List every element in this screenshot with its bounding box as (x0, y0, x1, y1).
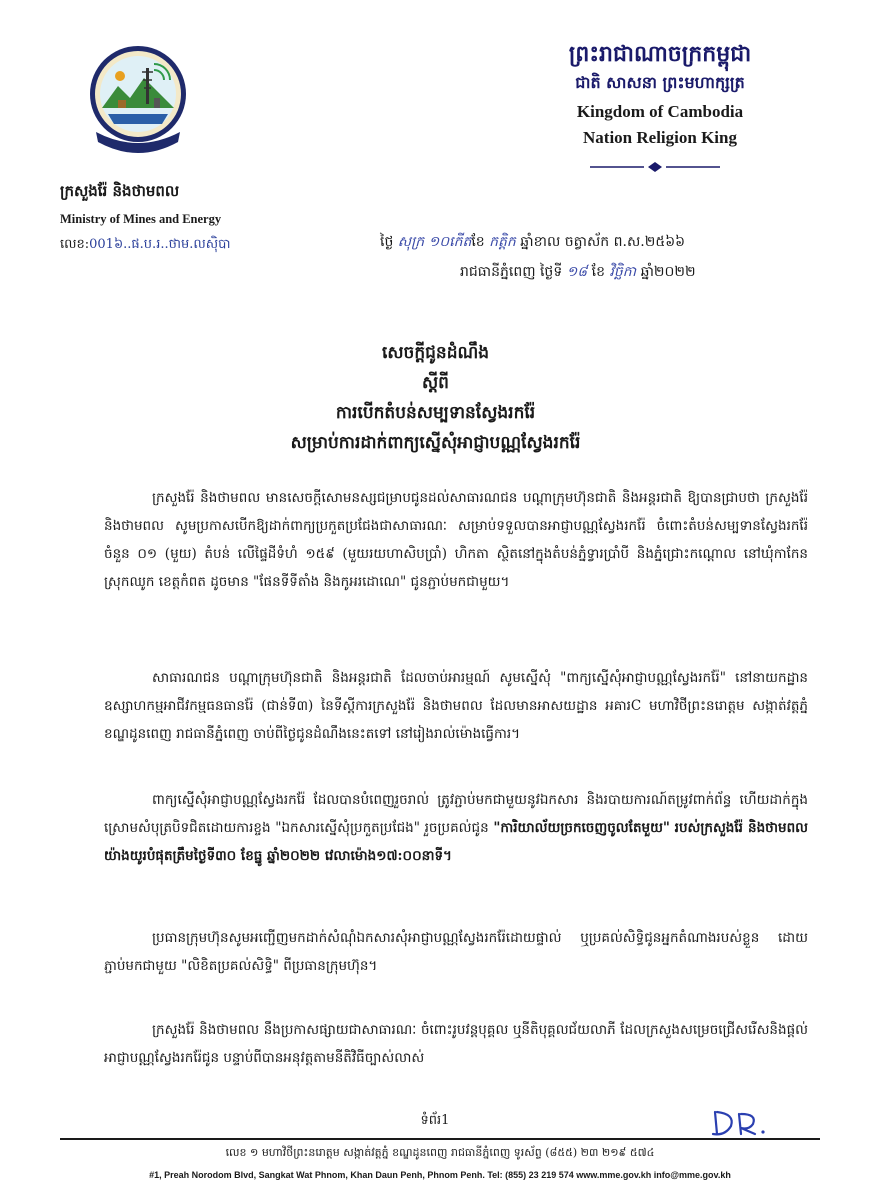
paragraph-1-text: ក្រសួងរ៉ែ និងថាមពល មានសេចក្តីសោមនស្សជម្រាបជូនដល់សាធារណជន បណ្តាក្រុមហ៊ុនជាតិ និងអន្តរជាតិ ឱ្យបានជ្រាបថា ក្រសួងរ៉ែ និងថាមពល សូមប្រកាសបើកឱ្យដាក់ពាក្យប្រកួតប្រជែងជាសាធារណៈ សម្រាប់ទទួលបានអាជ្ញាបណ្ណស្វែងរករ៉ែ ចំពោះតំបន់សម្បទានស្វែងរករ៉ែចំនួន ០១ (មួយ) តំបន់ លើផ្ទៃដីទំហំ ១៥៩ (មួយរយហាសិបប្រាំ) ហិកតា ស្ថិតនៅក្នុងតំបន់ភ្នំទ្វារប្រាំបី និងភ្នំជ្រោះកណ្តោល នៅឃុំកាកែន ស្រុកឈូក ខេត្តកំពត ដូចមាន "ផែនទីទីតាំង និងកូអរដោណេ" ជូនភ្ជាប់មកជាមួយ។ (104, 490, 808, 590)
body-paragraph-5 (104, 1016, 808, 1072)
body-paragraph-2 (104, 664, 808, 748)
reference-label: លេខ: (60, 237, 90, 252)
page-number: ទំព័រ1 (420, 1113, 450, 1128)
solar-date-month: វិច្ឆិកា (609, 264, 637, 280)
paragraph-3-deadline: របស់ក្រសួងរ៉ែ និងថាមពល យ៉ាងយូរបំផុតត្រឹមថ្ងៃទី៣០ ខែធ្នូ ឆ្នាំ២០២២ វេលាម៉ោង១៧:០០នាទី។ (104, 820, 809, 864)
solar-date-month-label: ខែ (591, 264, 605, 280)
footer-address-khmer: លេខ ១ មហាវិថីព្រះនរោត្តម សង្កាត់វត្តភ្នំ ខណ្ឌដូនពេញ រាជធានីភ្នំពេញ ទូរស័ព្ទ (៨៥៥) ២៣ ២១៩ ៥៧៤ (225, 1146, 655, 1159)
ministry-logo-icon (88, 42, 188, 168)
solar-date-day: ១៨ (566, 264, 588, 280)
footer-address-english: #1, Preah Norodom Blvd, Sangkat Wat Phnom, Khan Daun Penh, Phnom Penh. Tel: (855) 23 219 574 www.mme.gov.kh info@mme.gov.kh (149, 1170, 731, 1180)
paragraph-3-text-a: ពាក្យស្នើសុំអាជ្ញាបណ្ណស្វែងរករ៉ែ ដែលបានបំពេញរួចរាល់ ត្រូវភ្ជាប់មកជាមួយនូវឯកសារ និងរបាយការណ៍តម្រូវពាក់ព័ន្ធ ហើយដាក់ក្នុងស្រោមសំបុត្របិទជិតដោយការខ្ចង "ឯកសារស្នើសុំប្រកួតប្រជែង" រួចប្រគល់ជូន (104, 792, 808, 836)
lunar-date-prefix: ថ្ងៃ (380, 234, 394, 250)
paragraph-2-text: សាធារណជន បណ្តាក្រុមហ៊ុនជាតិ និងអន្តរជាតិ ដែលចាប់អារម្មណ៍ សូមស្នើសុំ "ពាក្យស្នើសុំអាជ្ញាបណ្ណស្វែងរករ៉ែ" នៅនាយកដ្ឋានឧស្សាហកម្មអាជីវកម្មធនធានរ៉ែ (ជាន់ទី៣) នៃទីស្តីការក្រសួងរ៉ែ និងថាមពល ដែលមានអាសយដ្ឋាន អគារC មហាវិថីព្រះនរោត្តម សង្កាត់វត្តភ្នំ ខណ្ឌដូនពេញ រាជធានីភ្នំពេញ ចាប់ពីថ្ងៃជូនដំណឹងនេះតទៅ នៅរៀងរាល់ម៉ោងធ្វើការ។ (104, 670, 808, 742)
paragraph-3-office-name: "ការិយាល័យច្រកចេញចូលតែមួយ" (493, 820, 670, 836)
kingdom-name-khmer: ព្រះរាជាណាចក្រកម្ពុជា (568, 41, 752, 67)
solar-date-prefix: រាជធានីភ្នំពេញ ថ្ងៃទី (460, 264, 563, 280)
ministry-name-khmer: ក្រសួងរ៉ែ និងថាមពល (60, 182, 180, 200)
paragraph-5-text: ក្រសួងរ៉ែ និងថាមពល នឹងប្រកាសផ្សាយជាសាធារណៈ ចំពោះរូបវន្តបុគ្គល ឬនីតិបុគ្គលជ័យលាភី ដែលក្រសួងសម្រេចជ្រើសរើសនិងផ្តល់អាជ្ញាបណ្ណស្វែងរករ៉ែជូន បន្ទាប់ពីបានអនុវត្តតាមនីតិវិធីច្បាស់លាស់ (104, 1022, 808, 1066)
notice-subject-label: ស្តីពី (422, 373, 449, 393)
lunar-date-month-label: ខែ (471, 234, 485, 250)
initials-signature-icon (705, 1104, 775, 1140)
ministry-name-english: Ministry of Mines and Energy (60, 212, 222, 226)
lunar-date-day: សុក្រ ១០កើត (397, 234, 472, 250)
reference-value: 001៦..ផ.ប.រ..ថាម.លស៊ិបា (89, 237, 231, 252)
ornament-divider-icon (590, 160, 720, 174)
body-paragraph-3 (104, 786, 808, 870)
notice-subject-line-2: សម្រាប់ការដាក់ពាក្យស្នើសុំអាជ្ញាបណ្ណស្វែងរករ៉ែ (290, 433, 581, 453)
solar-date-year: ឆ្នាំ២០២២ (640, 264, 696, 280)
solar-date (460, 262, 810, 283)
body-paragraph-4 (104, 924, 808, 980)
national-motto-khmer: ជាតិ សាសនា ព្រះមហាក្សត្រ (575, 73, 745, 92)
lunar-date (380, 232, 810, 253)
footer-divider (60, 1138, 820, 1140)
notice-title: សេចក្តីជូនដំណឹង (381, 343, 490, 363)
kingdom-name-english: Kingdom of Cambodia (576, 102, 744, 121)
national-motto-english: Nation Religion King (583, 128, 737, 147)
paragraph-4-text: ប្រធានក្រុមហ៊ុនសូមអញ្ជើញមកដាក់សំណុំឯកសារសុំអាជ្ញាបណ្ណស្វែងរករ៉ែដោយផ្ទាល់ ឬប្រគល់សិទ្ធិជូនអ្នកតំណាងរបស់ខ្លួន ដោយភ្ជាប់មកជាមួយ "លិខិតប្រគល់សិទ្ធិ" ពីប្រធានក្រុមហ៊ុន។ (104, 930, 808, 974)
reference-number (60, 236, 230, 255)
body-paragraph-1 (104, 484, 808, 596)
notice-subject-line-1: ការបើកតំបន់សម្បទានស្វែងរករ៉ែ (335, 403, 536, 423)
lunar-date-year: ឆ្នាំខាល ចត្វាស័ក ព.ស.២៥៦៦ (520, 234, 686, 250)
lunar-date-month: កត្តិក (489, 234, 516, 250)
